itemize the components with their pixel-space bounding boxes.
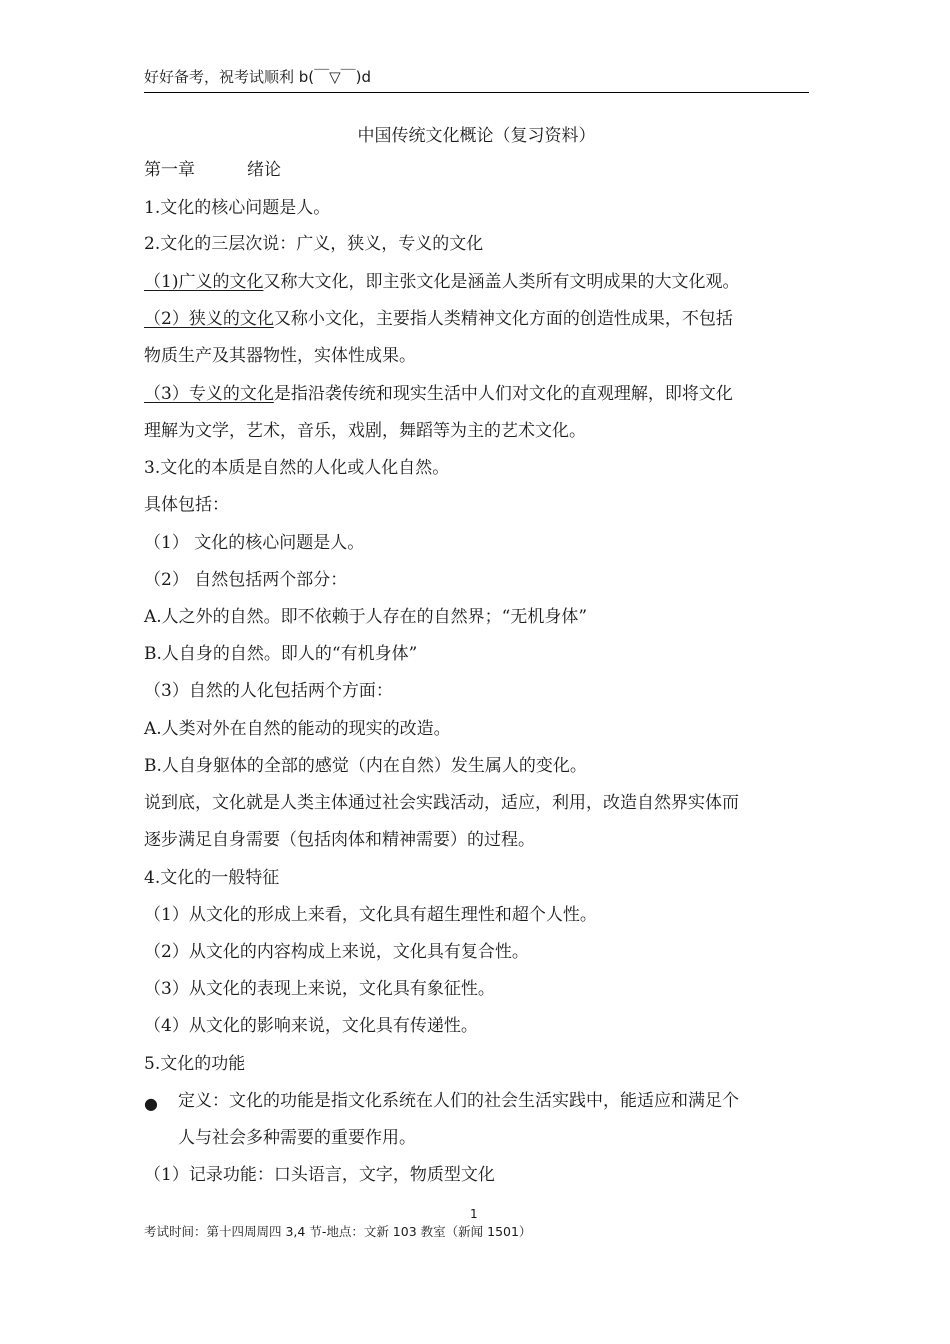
header-rule [144, 92, 809, 93]
paragraph-line: （3）自然的人化包括两个方面： [144, 681, 393, 701]
page-number: 1 [470, 1207, 478, 1221]
chapter-heading [144, 162, 281, 179]
paragraph-line: B.人自身躯体的全部的感觉（内在自然）发生属人的变化。 [144, 756, 587, 776]
paragraph-line: 定义：文化的功能是指文化系统在人们的社会生活实践中，能适应和满足个 [178, 1091, 739, 1111]
paragraph-line: （2）从文化的内容构成上来说，文化具有复合性。 [144, 942, 529, 962]
paragraph-line: B.人自身的自然。即人的“有机身体” [144, 644, 418, 664]
line-text: 又称小文化，主要指人类精神文化方面的创造性成果，不包括 [273, 309, 733, 329]
page-footer: 考试时间：第十四周周四 3,4 节-地点：文新 103 教室（新闻 1501） [144, 1224, 532, 1239]
paragraph-line: （2） 自然包括两个部分： [144, 570, 348, 590]
paragraph-line: 3.文化的本质是自然的人化或人化自然。 [144, 458, 450, 478]
paragraph-line: （3）从文化的表现上来说，文化具有象征性。 [144, 979, 495, 999]
paragraph-line: 4.文化的一般特征 [144, 868, 280, 888]
chapter-name: 绪论 [247, 160, 281, 180]
paragraph-line: （1） 文化的核心问题是人。 [144, 533, 365, 553]
paragraph-line: 理解为文学，艺术，音乐，戏剧，舞蹈等为主的艺术文化。 [144, 421, 586, 441]
document-title: 中国传统文化概论（复习资料） [357, 126, 596, 146]
bullet-icon: ● [144, 1094, 158, 1113]
paragraph-line: （4）从文化的影响来说，文化具有传递性。 [144, 1016, 478, 1036]
paragraph-line: 2.文化的三层次说：广义，狭义，专义的文化 [144, 234, 484, 254]
paragraph-line: A.人类对外在自然的能动的现实的改造。 [144, 719, 451, 739]
paragraph-line [144, 274, 739, 291]
line-text: 是指沿袭传统和现实生活中人们对文化的直观理解，即将文化 [273, 384, 733, 404]
paragraph-line: （1）记录功能：口头语言，文字，物质型文化 [144, 1165, 495, 1185]
paragraph-line: 说到底，文化就是人类主体通过社会实践活动，适应，利用，改造自然界实体而 [144, 793, 739, 813]
line-text: 又称大文化，即主张文化是涵盖人类所有文明成果的大文化观。 [263, 272, 740, 292]
paragraph-line: 1.文化的核心问题是人。 [144, 198, 331, 218]
paragraph-line [144, 386, 733, 403]
paragraph-line: 物质生产及其器物性，实体性成果。 [144, 346, 416, 366]
paragraph-line: 人与社会多种需要的重要作用。 [178, 1128, 416, 1148]
paragraph-line: A.人之外的自然。即不依赖于人存在的自然界；“无机身体” [144, 607, 588, 627]
paragraph-line: 具体包括： [144, 495, 229, 515]
paragraph-line: 5.文化的功能 [144, 1054, 246, 1074]
paragraph-line: 逐步满足自身需要（包括肉体和精神需要）的过程。 [144, 830, 535, 850]
page-header: 好好备考，祝考试顺利 b(￣▽￣)d [144, 68, 372, 86]
chapter-label: 第一章 [144, 160, 195, 180]
paragraph-line [144, 311, 733, 328]
underlined-term: （1)广义的文化 [144, 272, 264, 292]
paragraph-line: （1）从文化的形成上来看，文化具有超生理性和超个人性。 [144, 905, 597, 925]
underlined-term: （2）狭义的文化 [144, 309, 274, 329]
underlined-term: （3）专义的文化 [144, 384, 274, 404]
